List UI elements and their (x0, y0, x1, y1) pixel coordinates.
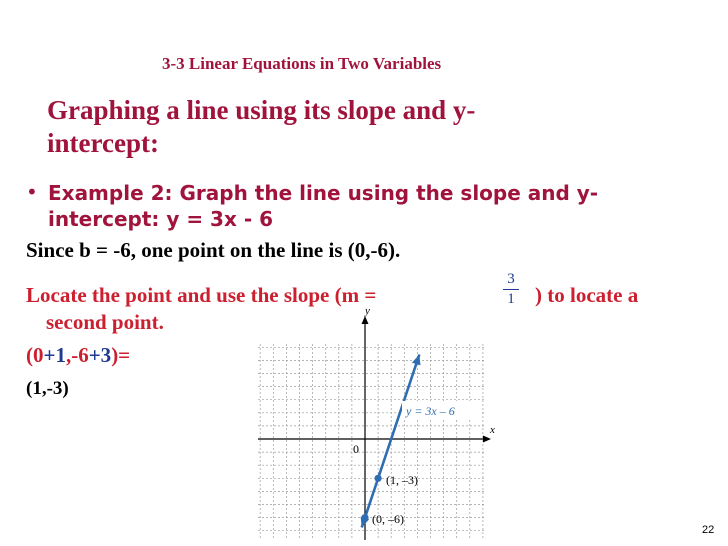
fraction-bar (503, 289, 519, 290)
plotted-point-2 (361, 514, 368, 521)
calculation (26, 343, 130, 368)
calc-open: (0 (26, 343, 44, 367)
plotted-line (362, 355, 420, 528)
grid (258, 344, 486, 540)
x-axis-arrow-icon (483, 436, 491, 443)
calc-close: )= (111, 343, 131, 367)
calc-comma: , (65, 343, 72, 367)
axes (258, 316, 491, 540)
locate-text-part2: ) to locate a (535, 283, 639, 307)
example-text-line1: Example 2: Graph the line using the slope and y- (48, 181, 599, 205)
bullet-icon: • (26, 180, 38, 204)
since-text: Since b = -6, one point on the line is (0,-6). (26, 238, 401, 262)
slope-numerator: 3 (507, 271, 515, 287)
plotted-point-1 (375, 475, 382, 482)
calc-minus-six: -6 (71, 343, 89, 367)
coordinate-graph (250, 304, 510, 540)
x-axis-label: x (490, 424, 495, 436)
point1-label: (1, –3) (386, 473, 418, 487)
answer-point: (1,-3) (26, 378, 69, 399)
y-axis-label: y (365, 305, 370, 317)
origin-label: 0 (353, 442, 359, 456)
calc-plus-one: +1 (43, 343, 66, 367)
point2-label: (0, –6) (372, 512, 404, 526)
page-number: 22 (702, 524, 715, 536)
locate-text-line2: second point. (46, 310, 164, 334)
slope-fraction (503, 271, 519, 308)
y-axis-arrow-icon (362, 316, 369, 324)
section-heading-line2: intercept: (47, 128, 159, 158)
slide-title: 3-3 Linear Equations in Two Variables (162, 54, 442, 73)
line-arrow-up-icon (412, 355, 421, 366)
equation-label: y = 3x – 6 (406, 404, 455, 418)
calc-plus-three: +3 (88, 343, 112, 367)
slope-denominator: 1 (507, 291, 515, 307)
section-heading-line1: Graphing a line using its slope and y- (47, 95, 476, 125)
locate-text-part1: Locate the point and use the slope (m = (26, 283, 377, 307)
example-text-line2: intercept: y = 3x - 6 (48, 207, 274, 231)
